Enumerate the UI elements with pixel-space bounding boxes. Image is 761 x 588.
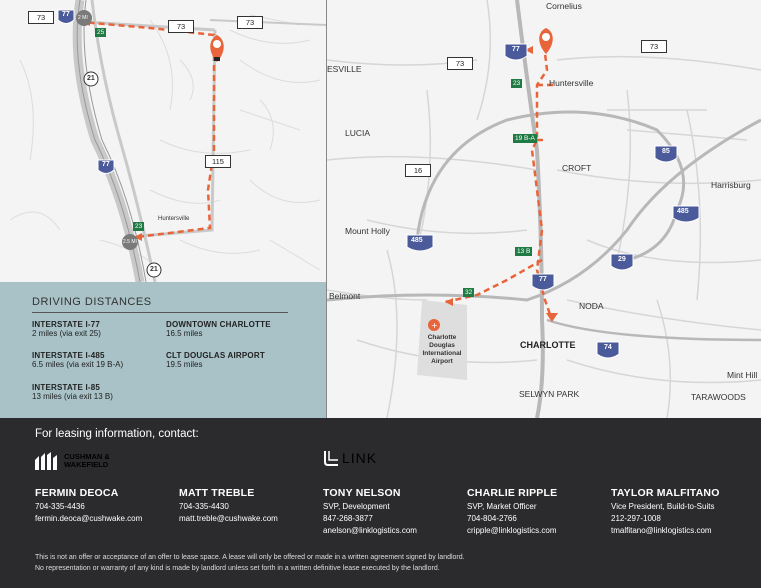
exit-19-label: 19 B-A (515, 135, 535, 142)
route-73-shield: 73 (168, 20, 194, 33)
cornelius-label: Cornelius (546, 1, 582, 11)
distance-detail: 13 miles (via exit 13 B) (32, 392, 113, 401)
route-16-shield: 16 (405, 164, 431, 177)
contact-phone[interactable]: 212-297-1008 (611, 514, 661, 523)
contact-name: CHARLIE RIPPLE (467, 487, 558, 499)
title-rule (32, 312, 288, 313)
location-pin-icon (210, 35, 224, 62)
lucia-label: LUCIA (345, 128, 371, 138)
logo-line-1: CUSHMAN & (64, 452, 110, 461)
location-pin-icon (539, 28, 553, 54)
left-map-roads (0, 0, 326, 282)
tarawoods-label: TARAWOODS (691, 392, 746, 402)
selwyn-park-label: SELWYN PARK (519, 389, 580, 399)
contact-phone[interactable]: 847-268-3877 (323, 514, 373, 523)
mileage-label: 2.5 MI (123, 239, 137, 245)
distance-item (166, 320, 271, 338)
distance-heading: INTERSTATE I-485 (32, 351, 105, 360)
route-73-shield: 73 (28, 11, 54, 24)
route-73-shield: 73 (447, 57, 473, 70)
distance-item (32, 351, 123, 369)
contact-title: SVP, Market Officer (467, 502, 537, 511)
left-map (0, 0, 326, 282)
route-73-shield: 73 (237, 16, 263, 29)
right-map-roads (327, 0, 761, 418)
interstate-29-label: 29 (618, 256, 626, 263)
cushman-wakefield-logo (35, 452, 110, 470)
contact-phone[interactable]: 704-804-2766 (467, 514, 517, 523)
distance-item (32, 320, 101, 338)
contact-phone[interactable]: 704-335-4436 (35, 502, 85, 511)
interstate-85-label: 85 (662, 148, 670, 155)
interstate-74-label: 74 (604, 344, 612, 351)
mount-holly-label: Mount Holly (345, 226, 390, 236)
contact-heading: For leasing information, contact: (35, 428, 199, 440)
contact-card (467, 487, 557, 537)
distance-detail: 6.5 miles (via exit 19 B-A) (32, 360, 124, 369)
exit-32-label: 32 (465, 289, 473, 296)
disclaimer-line: No representation or warranty of any kind is made by landlord unless set forth in a written definitive lease executed by the landlord. (35, 565, 440, 572)
belmont-label: Belmont (329, 291, 361, 301)
contact-email[interactable]: anelson@linklogistics.com (323, 526, 417, 535)
cushman-wakefield-logo-icon (35, 452, 59, 470)
route-115-shield: 115 (205, 155, 231, 168)
huntersville-label: Huntersville (158, 216, 190, 222)
mileage-label: 2 MI (78, 15, 88, 21)
charlotte-label: CHARLOTTE (520, 340, 576, 350)
contact-title: SVP, Development (323, 502, 390, 511)
link-logo (323, 450, 377, 466)
croft-label: CROFT (562, 163, 592, 173)
interstate-77-shield-label: 77 (102, 161, 110, 168)
airport-label: Charlotte Douglas International Airport (422, 334, 462, 365)
noda-label: NODA (579, 301, 604, 311)
disclaimer (35, 552, 465, 574)
contact-name: FERMIN DEOCA (35, 487, 119, 499)
logo-line-2: WAKEFIELD (64, 460, 109, 469)
contact-name: TAYLOR MALFITANO (611, 487, 720, 499)
contact-email[interactable]: matt.treble@cushwake.com (179, 514, 278, 523)
svg-text:+: + (431, 321, 438, 330)
us-21-label: 21 (150, 266, 158, 273)
driving-distances-title: DRIVING DISTANCES (32, 296, 152, 308)
distance-detail: 19.5 miles (166, 360, 203, 369)
disclaimer-line: This is not an offer or acceptance of an offer to lease space. A lease will only be offered or made in a written agreement signed by landlord. (35, 554, 465, 561)
contact-email[interactable]: tmalfitano@linklogistics.com (611, 526, 712, 535)
contact-title: Vice President, Build-to-Suits (611, 502, 715, 511)
interstate-485-label: 485 (677, 208, 689, 215)
link-logo-icon (323, 450, 339, 466)
interstate-77-label: 77 (512, 46, 520, 53)
distance-heading: CLT DOUGLAS AIRPORT (166, 351, 265, 360)
link-logo-text: LINK (342, 450, 378, 466)
exit-13-label: 13 B (517, 248, 531, 255)
distance-heading: INTERSTATE I-77 (32, 320, 101, 329)
harrisburg-label: Harrisburg (711, 180, 751, 190)
interstate-77-label: 77 (539, 276, 547, 283)
contact-email[interactable]: cripple@linklogistics.com (467, 526, 557, 535)
contact-name: TONY NELSON (323, 487, 401, 499)
distance-detail: 16.5 miles (166, 329, 203, 338)
contact-email[interactable]: fermin.deoca@cushwake.com (35, 514, 143, 523)
interstate-77-shield-label: 77 (62, 11, 70, 18)
huntersville-label: Huntersville (549, 78, 594, 88)
esville-label: ESVILLE (327, 64, 362, 74)
distance-detail: 2 miles (via exit 25) (32, 329, 101, 338)
distance-item (166, 351, 265, 369)
distance-item (32, 383, 113, 401)
contact-card (611, 487, 720, 537)
us-21-label: 21 (87, 75, 95, 82)
contact-name: MATT TREBLE (179, 487, 255, 499)
mint-hill-label: Mint Hill (727, 370, 758, 380)
interstate-485-label: 485 (411, 237, 423, 244)
right-map (327, 0, 761, 418)
exit-23-label: 23 (135, 223, 143, 230)
contact-card (179, 487, 278, 525)
distance-heading: INTERSTATE I-85 (32, 383, 101, 392)
exit-23-label: 23 (513, 80, 521, 87)
exit-25-label: 25 (97, 29, 105, 36)
route-73-shield: 73 (641, 40, 667, 53)
contact-card (35, 487, 142, 525)
distance-heading: DOWNTOWN CHARLOTTE (166, 320, 271, 329)
contact-card (323, 487, 417, 537)
contact-phone[interactable]: 704-335-4430 (179, 502, 229, 511)
